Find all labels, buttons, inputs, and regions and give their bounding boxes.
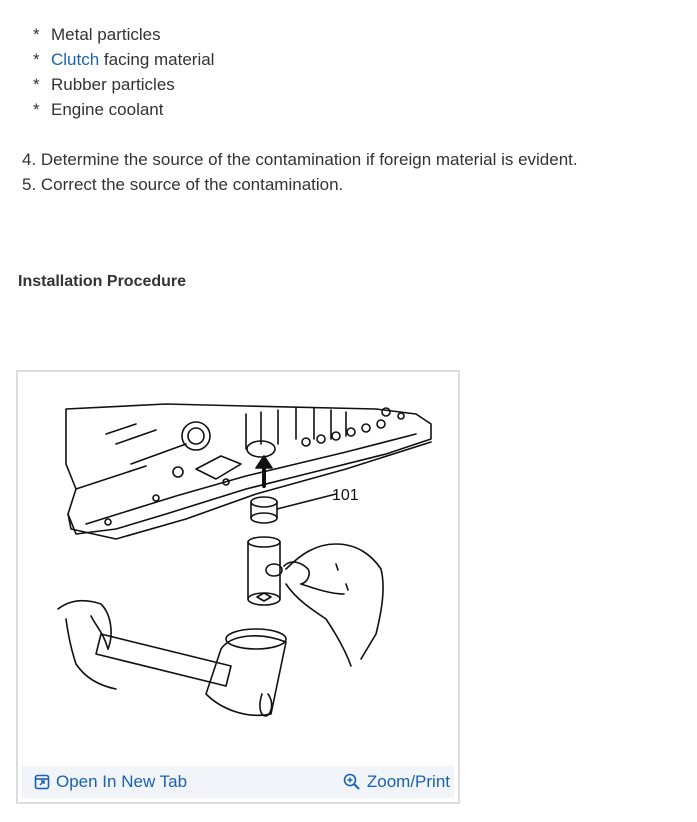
open-new-tab-icon	[34, 774, 50, 790]
zoom-print-link[interactable]	[343, 772, 450, 792]
list-item	[33, 97, 214, 122]
bullet: *	[33, 100, 40, 119]
list-item-text: facing material	[99, 50, 215, 69]
step-item: 5. Correct the source of the contamination.	[22, 175, 344, 194]
contaminant-list	[33, 22, 214, 122]
bullet: *	[33, 25, 40, 44]
list-item	[33, 72, 214, 97]
step-item: 4. Determine the source of the contamination if foreign material is evident.	[22, 150, 578, 169]
figure-container	[16, 370, 460, 804]
clutch-link[interactable]: Clutch	[51, 50, 100, 69]
zoom-in-icon	[343, 773, 361, 791]
list-item	[33, 47, 214, 72]
zoom-print-label: Zoom/Print	[366, 772, 450, 791]
section-heading: Installation Procedure	[18, 273, 187, 290]
figure-toolbar	[22, 766, 454, 798]
list-item	[33, 22, 214, 47]
bullet: *	[33, 75, 40, 94]
procedure-steps	[22, 147, 578, 197]
callout-label: 101	[332, 487, 359, 504]
bullet: *	[33, 50, 40, 69]
list-item-text: Rubber particles	[51, 75, 175, 94]
list-item-text: Metal particles	[51, 25, 161, 44]
list-item-text: Engine coolant	[51, 100, 164, 119]
installation-illustration	[46, 394, 436, 734]
open-new-tab-link[interactable]	[34, 772, 187, 792]
open-new-tab-label: Open In New Tab	[56, 772, 188, 791]
